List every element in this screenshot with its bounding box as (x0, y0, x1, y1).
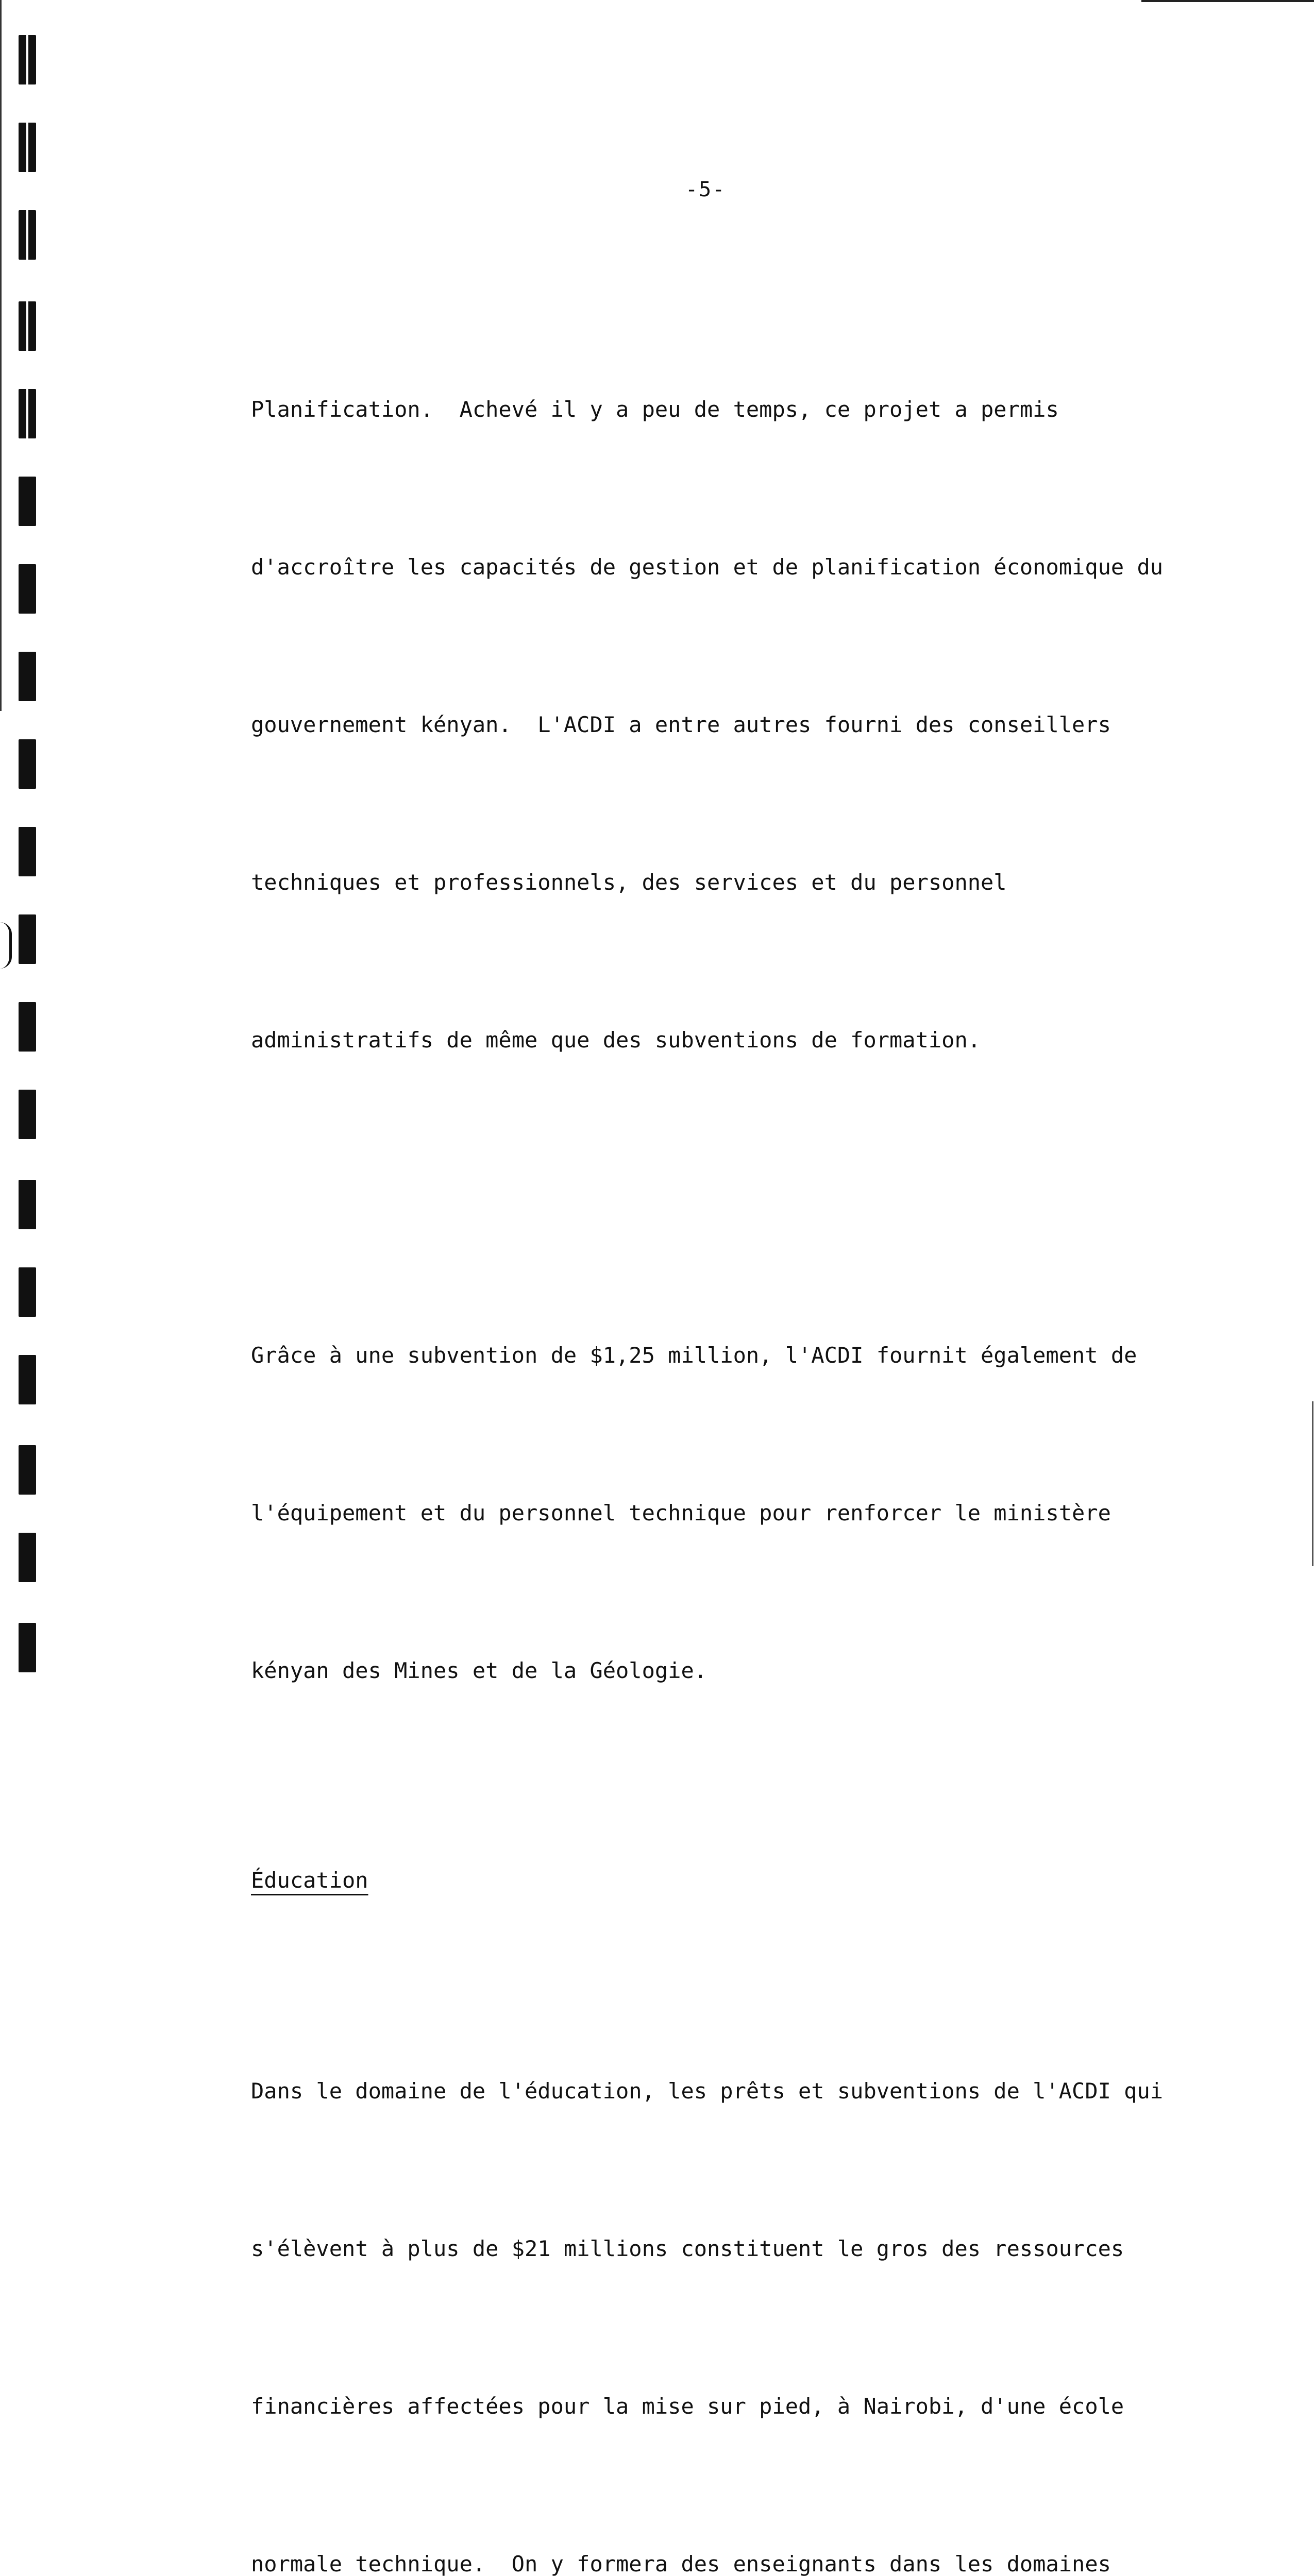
binding-mark (19, 1267, 36, 1317)
paragraph-mines-geologie (251, 1224, 1189, 1802)
binding-mark (19, 1355, 36, 1404)
binding-mark (19, 389, 36, 438)
section-heading: Éducation (251, 1868, 368, 1893)
text-line: d'accroître les capacités de gestion et de planification économique du (251, 554, 1164, 580)
binding-mark (19, 1180, 36, 1229)
binding-marks (19, 0, 44, 1720)
text-line: Planification. Achevé il y a peu de temps, ce projet a permis (251, 397, 1059, 422)
binding-mark (19, 1090, 36, 1139)
binding-mark (19, 477, 36, 526)
binding-mark (19, 210, 36, 260)
text-line: kényan des Mines et de la Géologie. (251, 1658, 707, 1683)
binding-mark (19, 914, 36, 964)
page-number: -5- (685, 178, 726, 201)
text-line: gouvernement kényan. L'ACDI a entre autres fourni des conseillers (251, 712, 1111, 737)
paragraph-spacer (251, 1172, 1189, 1224)
binding-mark (19, 827, 36, 876)
text-line: techniques et professionnels, des services et du personnel (251, 870, 1007, 895)
text-line: administratifs de même que des subventions de formation. (251, 1027, 981, 1053)
binding-mark (19, 35, 36, 84)
binding-mark (19, 1533, 36, 1582)
document-body (251, 278, 1189, 2576)
scan-right-edge (1312, 1401, 1313, 1566)
text-line: Grâce à une subvention de $1,25 million, l'ACDI fournit également de (251, 1343, 1137, 1368)
binding-mark (19, 301, 36, 351)
scan-top-rule (1141, 0, 1314, 2)
text-line: normale technique. On y formera des enseignants dans les domaines (251, 2551, 1111, 2576)
text-line: s'élèvent à plus de $21 millions constituent le gros des ressources (251, 2236, 1124, 2261)
binding-mark (19, 1623, 36, 1672)
paragraph-education (251, 1960, 1189, 2576)
binding-mark (19, 1445, 36, 1495)
text-line: l'équipement et du personnel technique pour renforcer le ministère (251, 1500, 1111, 1526)
text-line: Dans le domaine de l'éducation, les prêts et subventions de l'ACDI qui (251, 2078, 1164, 2104)
paragraph-spacer (251, 1907, 1189, 1960)
paragraph-planification (251, 278, 1189, 1172)
paragraph-spacer (251, 1802, 1189, 1855)
scan-left-edge (0, 0, 2, 711)
binding-mark (19, 1002, 36, 1052)
scan-edge-curl (0, 922, 12, 969)
section-heading-block (251, 1855, 1189, 1907)
text-line: financières affectées pour la mise sur pied, à Nairobi, d'une école (251, 2394, 1124, 2419)
binding-mark (19, 652, 36, 701)
binding-mark (19, 739, 36, 789)
binding-mark (19, 564, 36, 614)
binding-mark (19, 123, 36, 172)
